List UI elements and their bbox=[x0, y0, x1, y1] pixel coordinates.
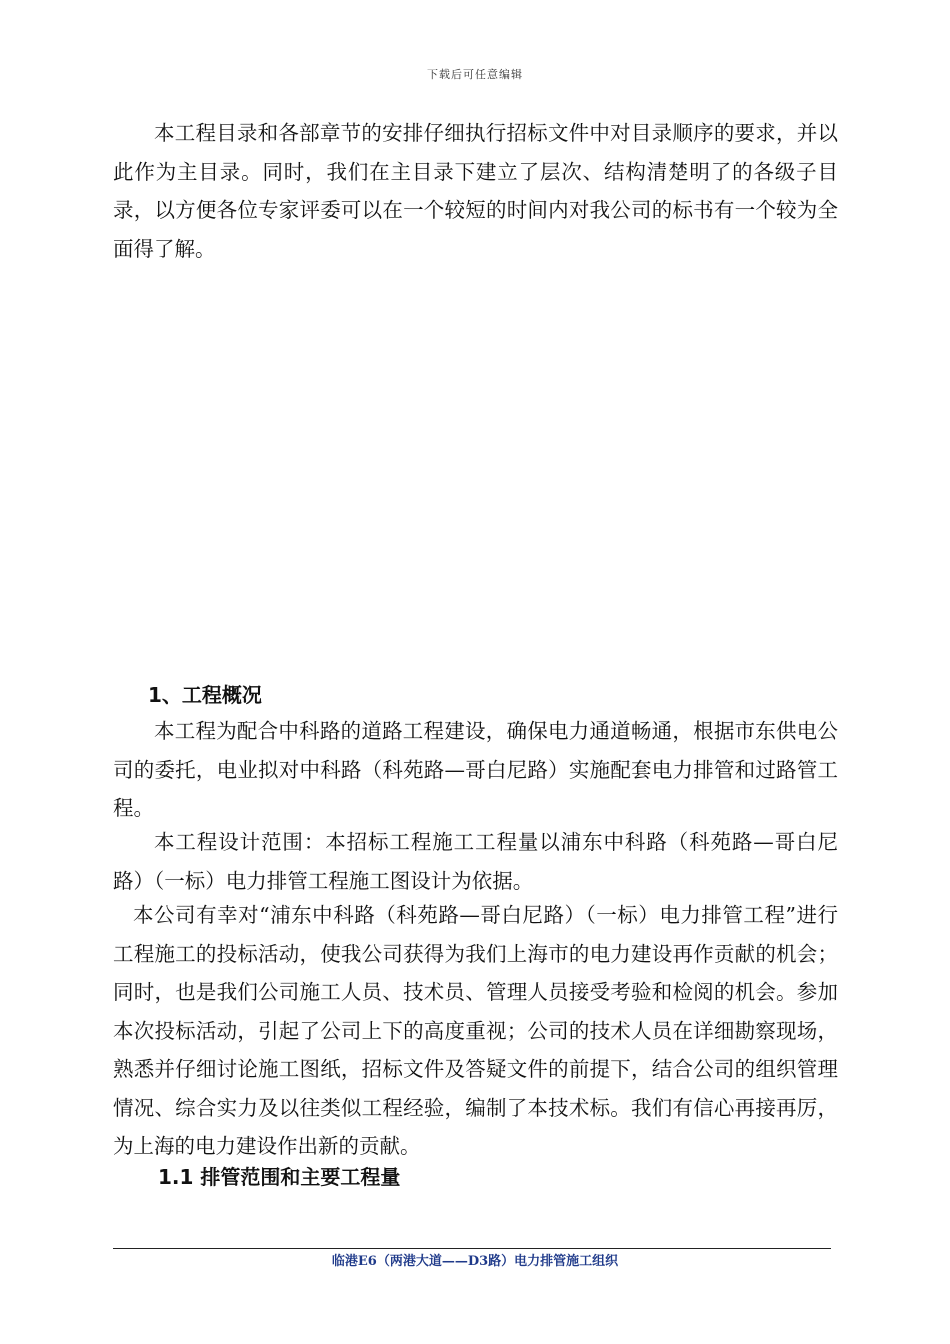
subsection-heading-scope: 1.1 排管范围和主要工程量 bbox=[158, 1165, 401, 1189]
footer-title: 临港E6（两港大道——D3路）电力排管施工组织 bbox=[331, 1254, 619, 1269]
overview-paragraph-2: 本工程设计范围：本招标工程施工工程量以浦东中科路（科苑路—哥白尼路）（一标）电力排管工程施工图设计为依据。 bbox=[113, 830, 838, 893]
header-note: 下载后可任意编辑 bbox=[427, 68, 523, 81]
intro-paragraph: 本工程目录和各部章节的安排仔细执行招标文件中对目录顺序的要求，并以此作为主目录。同时，我们在主目录下建立了层次、结构清楚明了的各级子目录，以方便各位专家评委可以在一个较短的时间内对我公司的标书有一个较为全面得了解。 bbox=[113, 121, 838, 261]
overview-paragraph-1: 本工程为配合中科路的道路工程建设，确保电力通道畅通，根据市东供电公司的委托，电业拟对中科路（科苑路—哥白尼路）实施配套电力排管和过路管工程。 bbox=[113, 719, 838, 820]
section-heading-overview: 1、工程概况 bbox=[148, 683, 262, 707]
footer-divider bbox=[113, 1248, 831, 1249]
overview-paragraph-3: 本公司有幸对“浦东中科路（科苑路—哥白尼路）（一标）电力排管工程”进行工程施工的投标活动，使我公司获得为我们上海市的电力建设再作贡献的机会；同时，也是我们公司施工人员、技术员、管理人员接受考验和检阅的机会。参加本次投标活动，引起了公司上下的高度重视；公司的技术人员在详细勘察现场，熟悉并仔细讨论施工图纸，招标文件及答疑文件的前提下，结合公司的组织管理情况、综合实力及以往类似工程经验，编制了本技术标。我们有信心再接再厉，为上海的电力建设作出新的贡献。 bbox=[113, 903, 838, 1158]
